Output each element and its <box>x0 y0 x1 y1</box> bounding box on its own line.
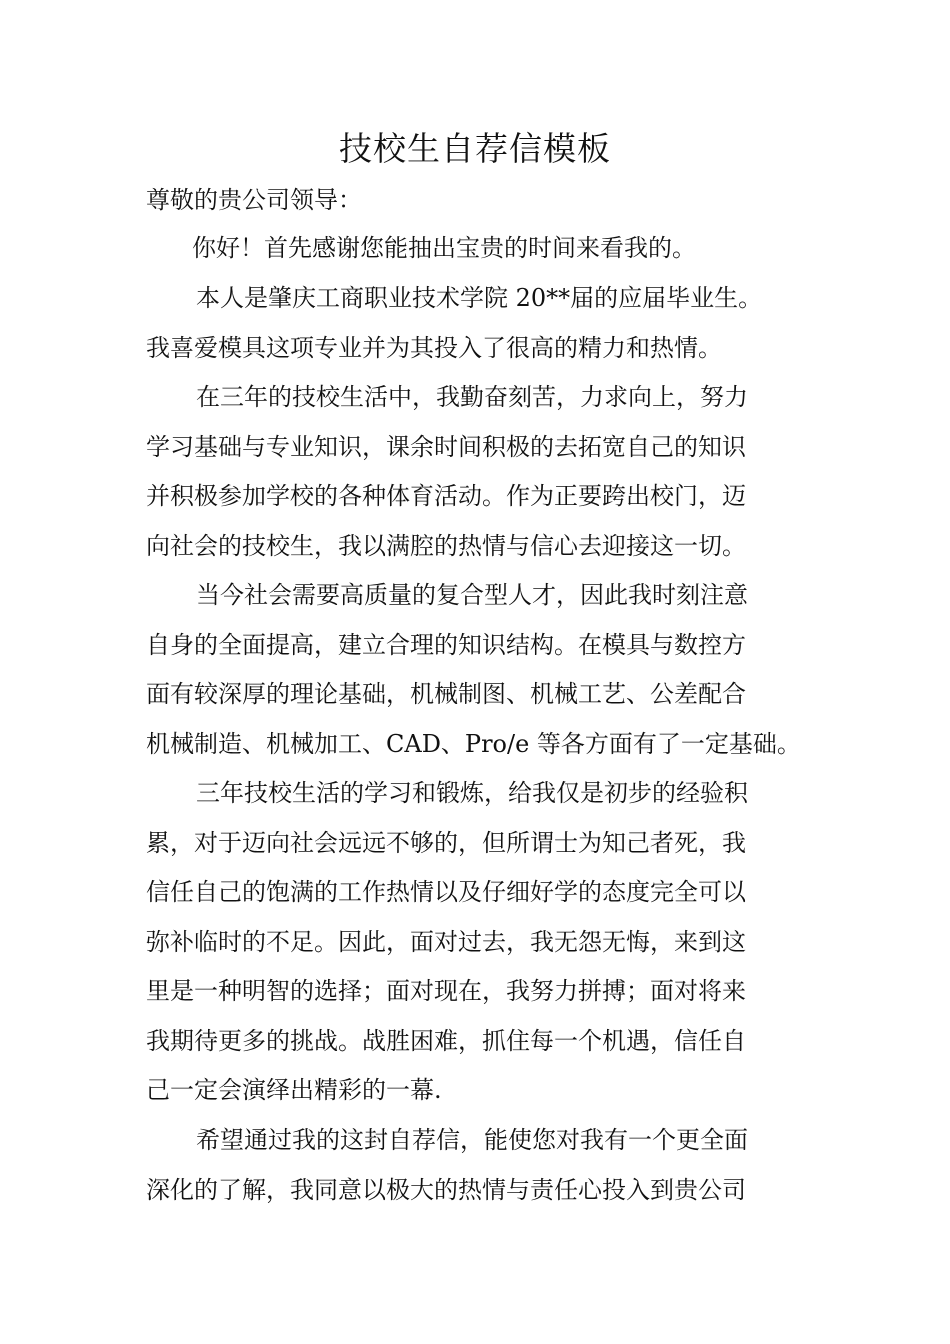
paragraph-school-life <box>146 373 748 571</box>
paragraph-line: 希望通过我的这封自荐信，能使您对我有一个更全面 <box>196 1126 748 1154</box>
paragraph-line: 我期待更多的挑战。战胜困难，抓住每一个机遇，信任自 <box>146 1026 746 1055</box>
paragraph-line: 深化的了解，我同意以极大的热情与责任心投入到贵公司 <box>146 1175 746 1204</box>
paragraph-introduction <box>146 274 762 373</box>
paragraph-line: 机械制造、机械加工、CAD、Pro/e 等各方面有了一定基础。 <box>146 729 801 758</box>
paragraph-line: 并积极参加学校的各种体育活动。作为正要跨出校门，迈 <box>146 482 746 510</box>
paragraph-line: 自身的全面提高，建立合理的知识结构。在模具与数控方 <box>146 630 746 659</box>
document-title: 技校生自荐信模板 <box>339 129 611 168</box>
paragraph-line: 在三年的技校生活中，我勤奋刻苦，力求向上，努力 <box>196 383 748 411</box>
paragraph-line: 本人是肇庆工商职业技术学院 20**届的应届毕业生。 <box>196 284 763 312</box>
paragraph-hello <box>146 224 696 274</box>
paragraph-line: 累，对于迈向社会远远不够的，但所谓士为知己者死，我 <box>146 828 746 857</box>
paragraph-line: 三年技校生活的学习和锻炼，给我仅是初步的经验积 <box>196 779 748 807</box>
paragraph-line: 学习基础与专业知识，课余时间积极的去拓宽自己的知识 <box>146 432 746 461</box>
paragraph-line: 里是一种明智的选择；面对现在，我努力拼搏；面对将来 <box>146 977 746 1005</box>
greeting-line: 尊敬的贵公司领导： <box>146 186 362 214</box>
paragraph-line: 向社会的技校生，我以满腔的热情与信心去迎接这一切。 <box>146 531 746 560</box>
paragraph-line: 弥补临时的不足。因此，面对过去，我无怨无悔，来到这 <box>146 927 746 956</box>
paragraph-line: 你好！首先感谢您能抽出宝贵的时间来看我的。 <box>192 234 696 262</box>
paragraph-line: 信任自己的饱满的工作热情以及仔细好学的态度完全可以 <box>146 878 746 906</box>
paragraph-line: 当今社会需要高质量的复合型人才，因此我时刻注意 <box>196 581 748 609</box>
paragraph-skills <box>146 571 801 769</box>
paragraph-line: 我喜爱模具这项专业并为其投入了很高的精力和热情。 <box>146 333 722 362</box>
paragraph-experience <box>146 769 748 1116</box>
paragraph-line: 己一定会演绎出精彩的一幕. <box>146 1076 442 1104</box>
paragraph-closing <box>146 1116 748 1215</box>
paragraph-line: 面有较深厚的理论基础，机械制图、机械工艺、公差配合 <box>146 680 746 708</box>
